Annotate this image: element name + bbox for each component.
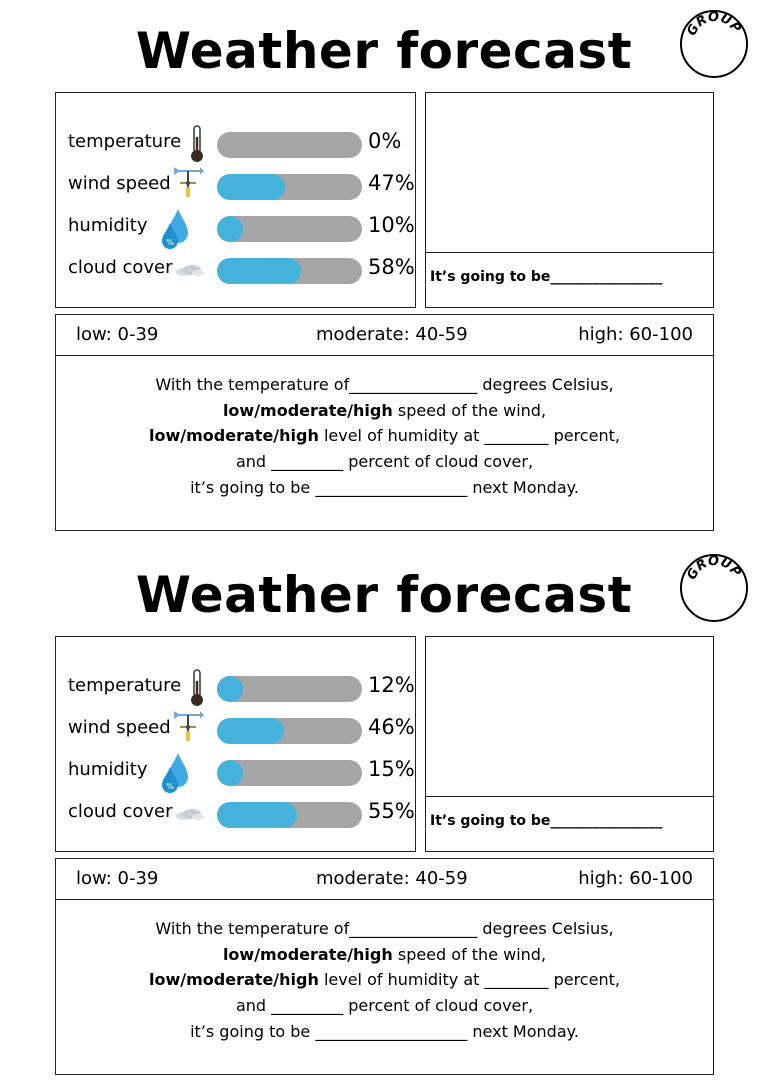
fill-in-paragraph <box>55 899 714 1075</box>
temperature-bar <box>217 676 362 702</box>
paragraph-text: speed of the wind, <box>392 401 547 420</box>
choice-text: low/moderate/high <box>149 426 319 445</box>
wind-speed-bar <box>217 174 362 200</box>
group-stamp-icon <box>682 12 746 76</box>
scale-low: low: 0-39 <box>76 324 159 345</box>
svg-text:%: % <box>166 238 174 247</box>
paragraph-line <box>56 970 713 989</box>
metric-percent: 58% <box>368 255 415 279</box>
choice-text: low/moderate/high <box>222 401 393 420</box>
divider <box>426 796 713 797</box>
group-circle <box>680 10 748 78</box>
metric-percent: 46% <box>368 715 415 739</box>
bar-fill <box>217 760 243 786</box>
metrics-panel <box>55 636 416 852</box>
thermometer-icon <box>190 669 204 707</box>
bar-fill <box>217 258 301 284</box>
paragraph-text: speed of the wind, <box>392 945 547 964</box>
humidity-bar <box>217 216 362 242</box>
weather-vane-icon <box>172 709 204 743</box>
going-to-be-blank: It’s going to be________________ <box>430 813 663 829</box>
scale-legend <box>55 858 714 900</box>
paragraph-line: and _________ percent of cloud cover, <box>235 452 534 471</box>
svg-text:GROUP: GROUP <box>684 556 744 583</box>
group-circle <box>680 554 748 622</box>
thermometer-icon <box>190 125 204 163</box>
metric-label: temperature <box>68 675 182 696</box>
metric-percent: 55% <box>368 799 415 823</box>
water-drop-icon <box>156 751 190 795</box>
cloud-icon <box>174 263 204 277</box>
paragraph-text: level of humidity at ________ percent, <box>318 426 620 445</box>
drawing-panel <box>425 636 714 852</box>
paragraph-line <box>56 945 713 964</box>
paragraph-line: With the temperature of________________ degrees Celsius, <box>155 375 614 394</box>
scale-high: high: 60-100 <box>578 324 693 345</box>
water-drop-icon <box>156 207 190 251</box>
bar-fill <box>217 802 297 828</box>
choice-text: low/moderate/high <box>149 970 319 989</box>
scale-moderate: moderate: 40-59 <box>316 868 468 889</box>
paragraph-line: it’s going to be ___________________ next Monday. <box>190 478 579 497</box>
choice-text: low/moderate/high <box>222 945 393 964</box>
metric-label: cloud cover <box>68 801 173 822</box>
metric-percent: 47% <box>368 171 415 195</box>
metric-label: cloud cover <box>68 257 173 278</box>
worksheet-2 <box>0 544 768 1088</box>
paragraph-line: With the temperature of________________ degrees Celsius, <box>155 919 614 938</box>
drawing-panel <box>425 92 714 308</box>
metric-label: humidity <box>68 215 148 236</box>
divider <box>426 252 713 253</box>
cloud-cover-bar <box>217 258 362 284</box>
page-title: Weather forecast <box>135 22 633 80</box>
scale-high: high: 60-100 <box>578 868 693 889</box>
scale-moderate: moderate: 40-59 <box>316 324 468 345</box>
bar-fill <box>217 718 284 744</box>
paragraph-line <box>56 426 713 445</box>
paragraph-line: and _________ percent of cloud cover, <box>235 996 534 1015</box>
page-title: Weather forecast <box>135 566 633 624</box>
cloud-icon <box>174 807 204 821</box>
bar-fill <box>217 174 285 200</box>
metric-percent: 15% <box>368 757 415 781</box>
temperature-bar <box>217 132 362 158</box>
wind-speed-bar <box>217 718 362 744</box>
svg-text:GROUP: GROUP <box>684 12 744 39</box>
fill-in-paragraph <box>55 355 714 531</box>
paragraph-text: level of humidity at ________ percent, <box>318 970 620 989</box>
svg-text:%: % <box>166 782 174 791</box>
going-to-be-blank: It’s going to be________________ <box>430 269 663 285</box>
scale-legend <box>55 314 714 356</box>
metric-percent: 0% <box>368 129 402 153</box>
cloud-cover-bar <box>217 802 362 828</box>
paragraph-line: it’s going to be ___________________ next Monday. <box>190 1022 579 1041</box>
metric-label: humidity <box>68 759 148 780</box>
weather-vane-icon <box>172 165 204 199</box>
scale-low: low: 0-39 <box>76 868 159 889</box>
metric-label: temperature <box>68 131 182 152</box>
metric-percent: 12% <box>368 673 415 697</box>
bar-fill <box>217 676 243 702</box>
humidity-bar <box>217 760 362 786</box>
metric-percent: 10% <box>368 213 415 237</box>
paragraph-line <box>56 401 713 420</box>
bar-fill <box>217 216 243 242</box>
metric-label: wind speed <box>68 173 171 194</box>
group-stamp-icon <box>682 556 746 620</box>
metrics-panel <box>55 92 416 308</box>
metric-label: wind speed <box>68 717 171 738</box>
